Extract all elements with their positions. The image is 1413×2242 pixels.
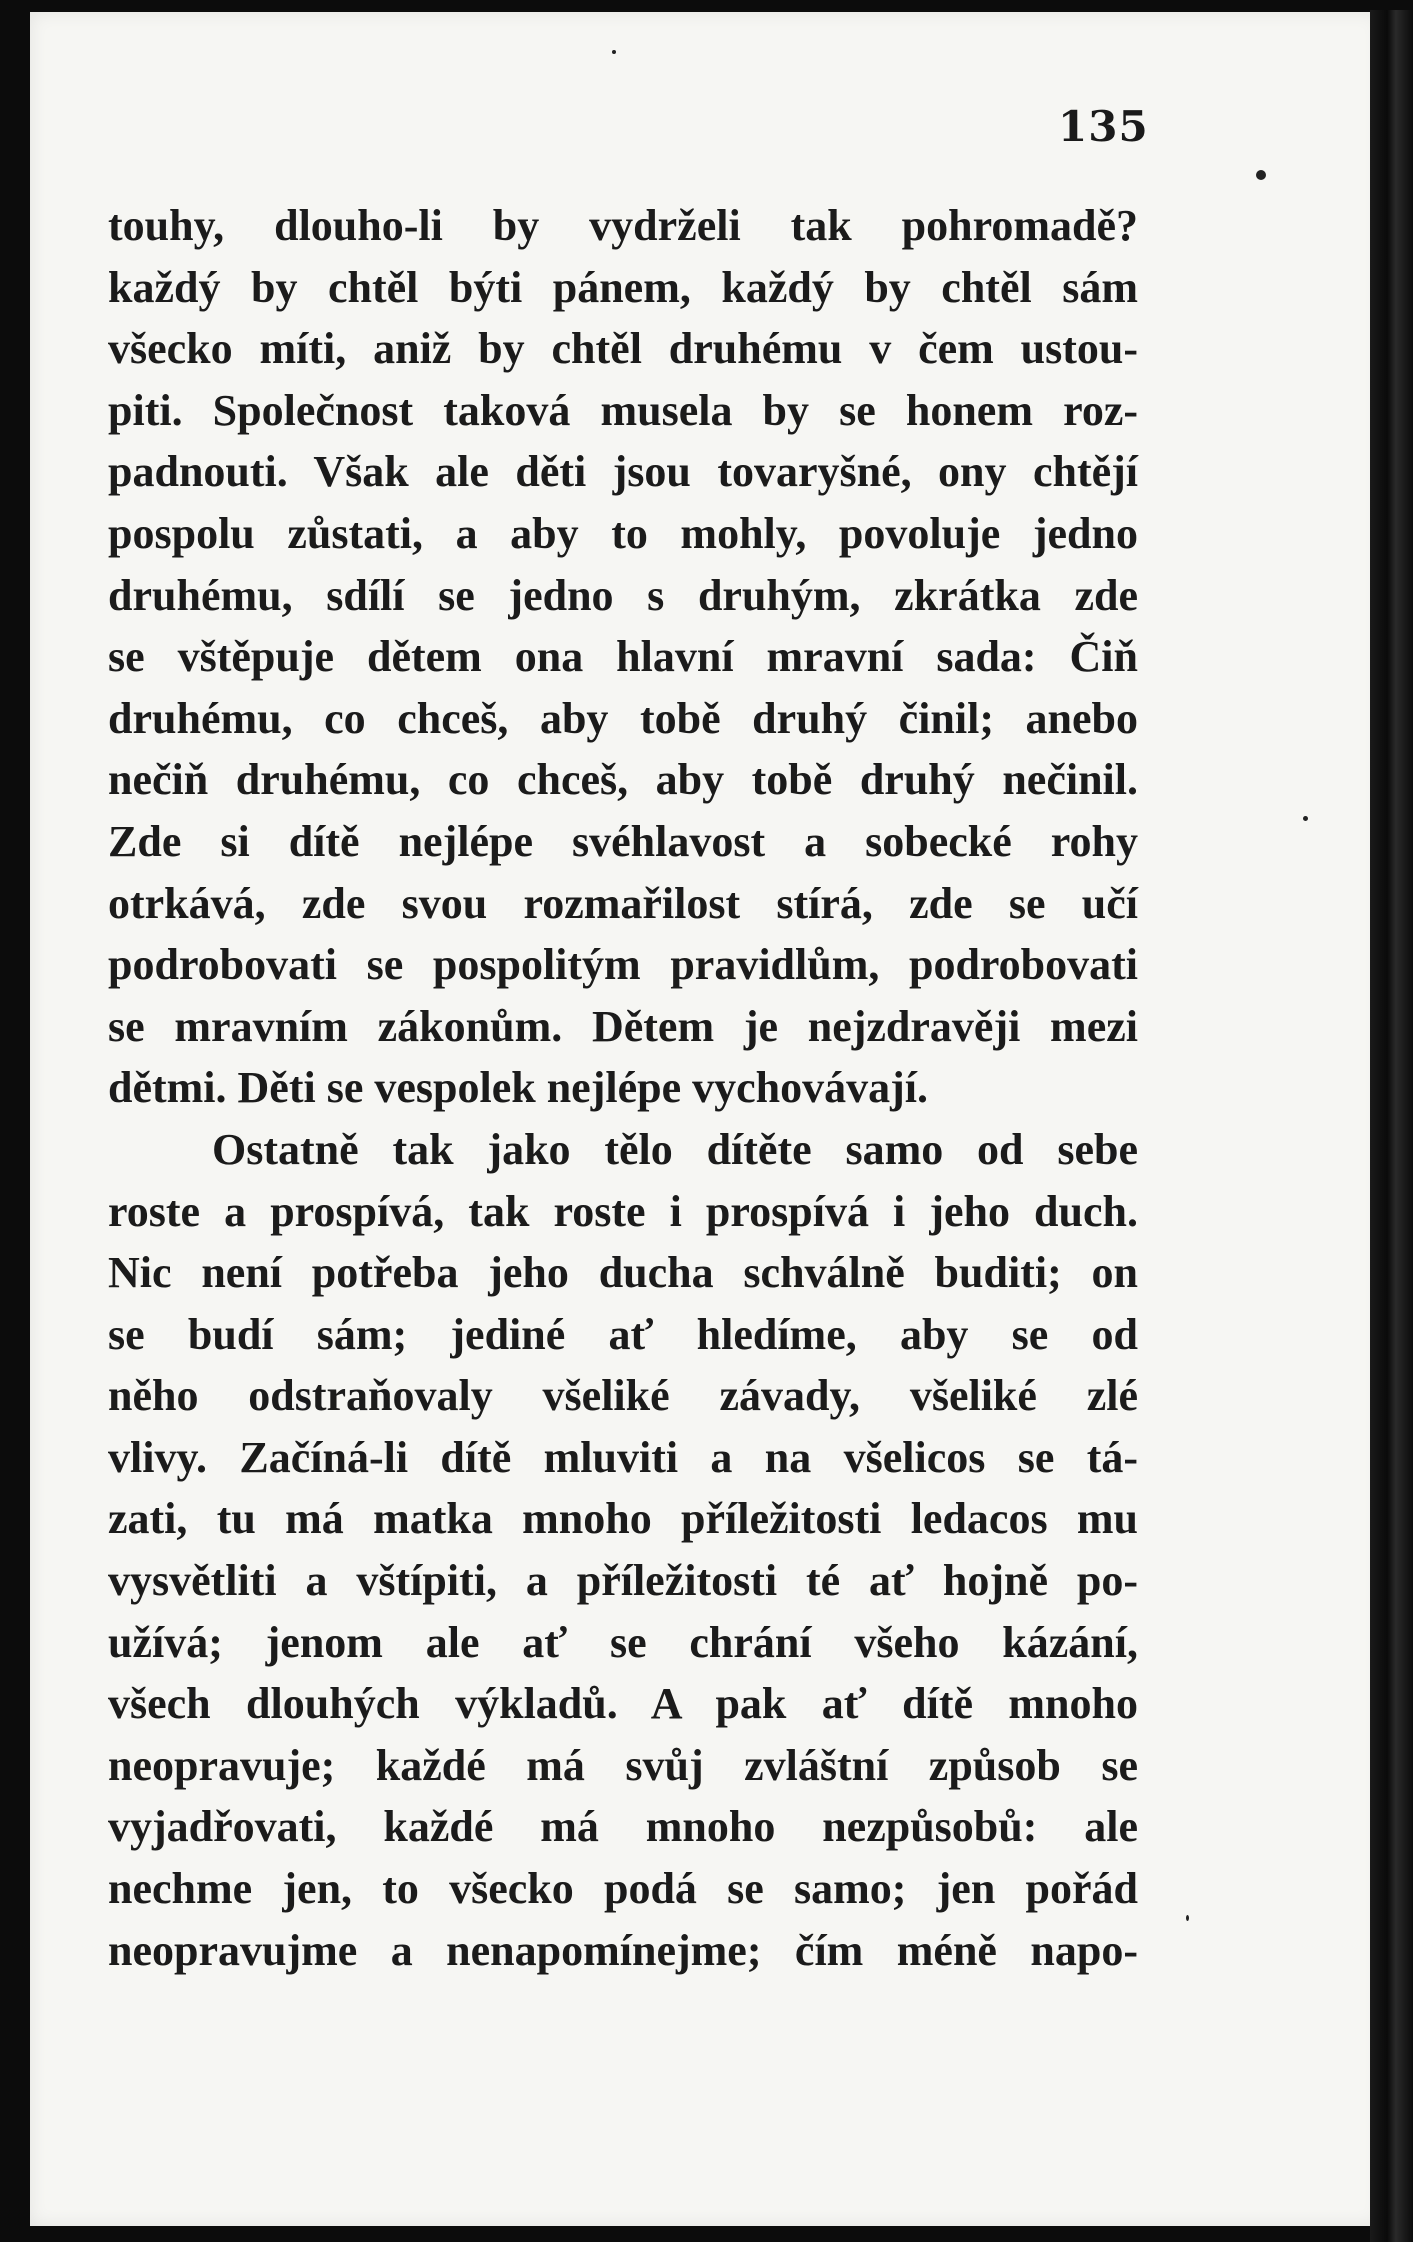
ink-speck: [1303, 816, 1308, 821]
text-line: všech dlouhých výkladů. A pak ať dítě mnoho: [108, 1679, 1138, 1729]
text-line: druhému, sdílí se jedno s druhým, zkrátka zde: [108, 570, 1138, 620]
text-line: se vštěpuje dětem ona hlavní mravní sada: Čiň: [108, 632, 1138, 682]
text-line: vlivy. Začíná-li dítě mluviti a na všelicos se tá-: [108, 1432, 1138, 1482]
text-line: vysvětliti a vštípiti, a příležitosti té ať hojně po-: [108, 1556, 1138, 1606]
text-line: Ostatně tak jako tělo dítěte samo od sebe: [212, 1124, 1138, 1174]
text-line: pospolu zůstati, a aby to mohly, povoluje jedno: [108, 508, 1138, 558]
text-line: podrobovati se pospolitým pravidlům, podrobovati: [108, 940, 1138, 990]
text-line: piti. Společnost taková musela by se honem roz-: [108, 385, 1138, 435]
page-number: 135: [1058, 102, 1149, 151]
text-line: touhy, dlouho-li by vydrželi tak pohromadě?: [108, 201, 1138, 250]
text-line: roste a prospívá, tak roste i prospívá i jeho duch.: [108, 1186, 1138, 1236]
text-line: zati, tu má matka mnoho příležitosti ledacos mu: [108, 1494, 1138, 1544]
text-line: otrkává, zde svou rozmařilost stírá, zde se učí: [108, 878, 1138, 928]
text-line: neopravujme a nenapomínejme; čím méně napo-: [108, 1925, 1138, 1975]
text-line: každý by chtěl býti pánem, každý by chtěl sám: [108, 262, 1138, 312]
text-line: padnouti. Však ale děti jsou tovaryšné, ony chtějí: [108, 447, 1138, 497]
text-line: neopravuje; každé má svůj zvláštní způsob se: [108, 1740, 1138, 1790]
text-line: Nic není potřeba jeho ducha schválně buditi; on: [108, 1248, 1138, 1298]
text-line: užívá; jenom ale ať se chrání všeho kázání,: [108, 1617, 1138, 1667]
ink-speck: [1256, 170, 1266, 180]
text-line: nečiň druhému, co chceš, aby tobě druhý nečinil.: [108, 755, 1138, 805]
body-text: [108, 195, 1138, 1981]
ink-speck: [612, 50, 616, 54]
text-line: všecko míti, aniž by chtěl druhému v čem ustou-: [108, 324, 1138, 374]
text-line: druhému, co chceš, aby tobě druhý činil; anebo: [108, 693, 1138, 743]
text-line: nechme jen, to všecko podá se samo; jen pořád: [108, 1864, 1138, 1914]
text-line: vyjadřovati, každé má mnoho nezpůsobů: ale: [108, 1802, 1138, 1852]
ink-speck: [1186, 1915, 1189, 1921]
text-line: něho odstraňovaly všeliké závady, všeliké zlé: [108, 1371, 1138, 1421]
text-line: se mravním zákonům. Dětem je nejzdravěji mezi: [108, 1001, 1138, 1051]
text-line: dětmi. Děti se vespolek nejlépe vychovávají.: [108, 1063, 928, 1113]
text-line: Zde si dítě nejlépe svéhlavost a sobecké rohy: [108, 816, 1138, 866]
page-edge-shadow: [1370, 10, 1413, 2242]
text-line: se budí sám; jediné ať hledíme, aby se od: [108, 1309, 1138, 1359]
